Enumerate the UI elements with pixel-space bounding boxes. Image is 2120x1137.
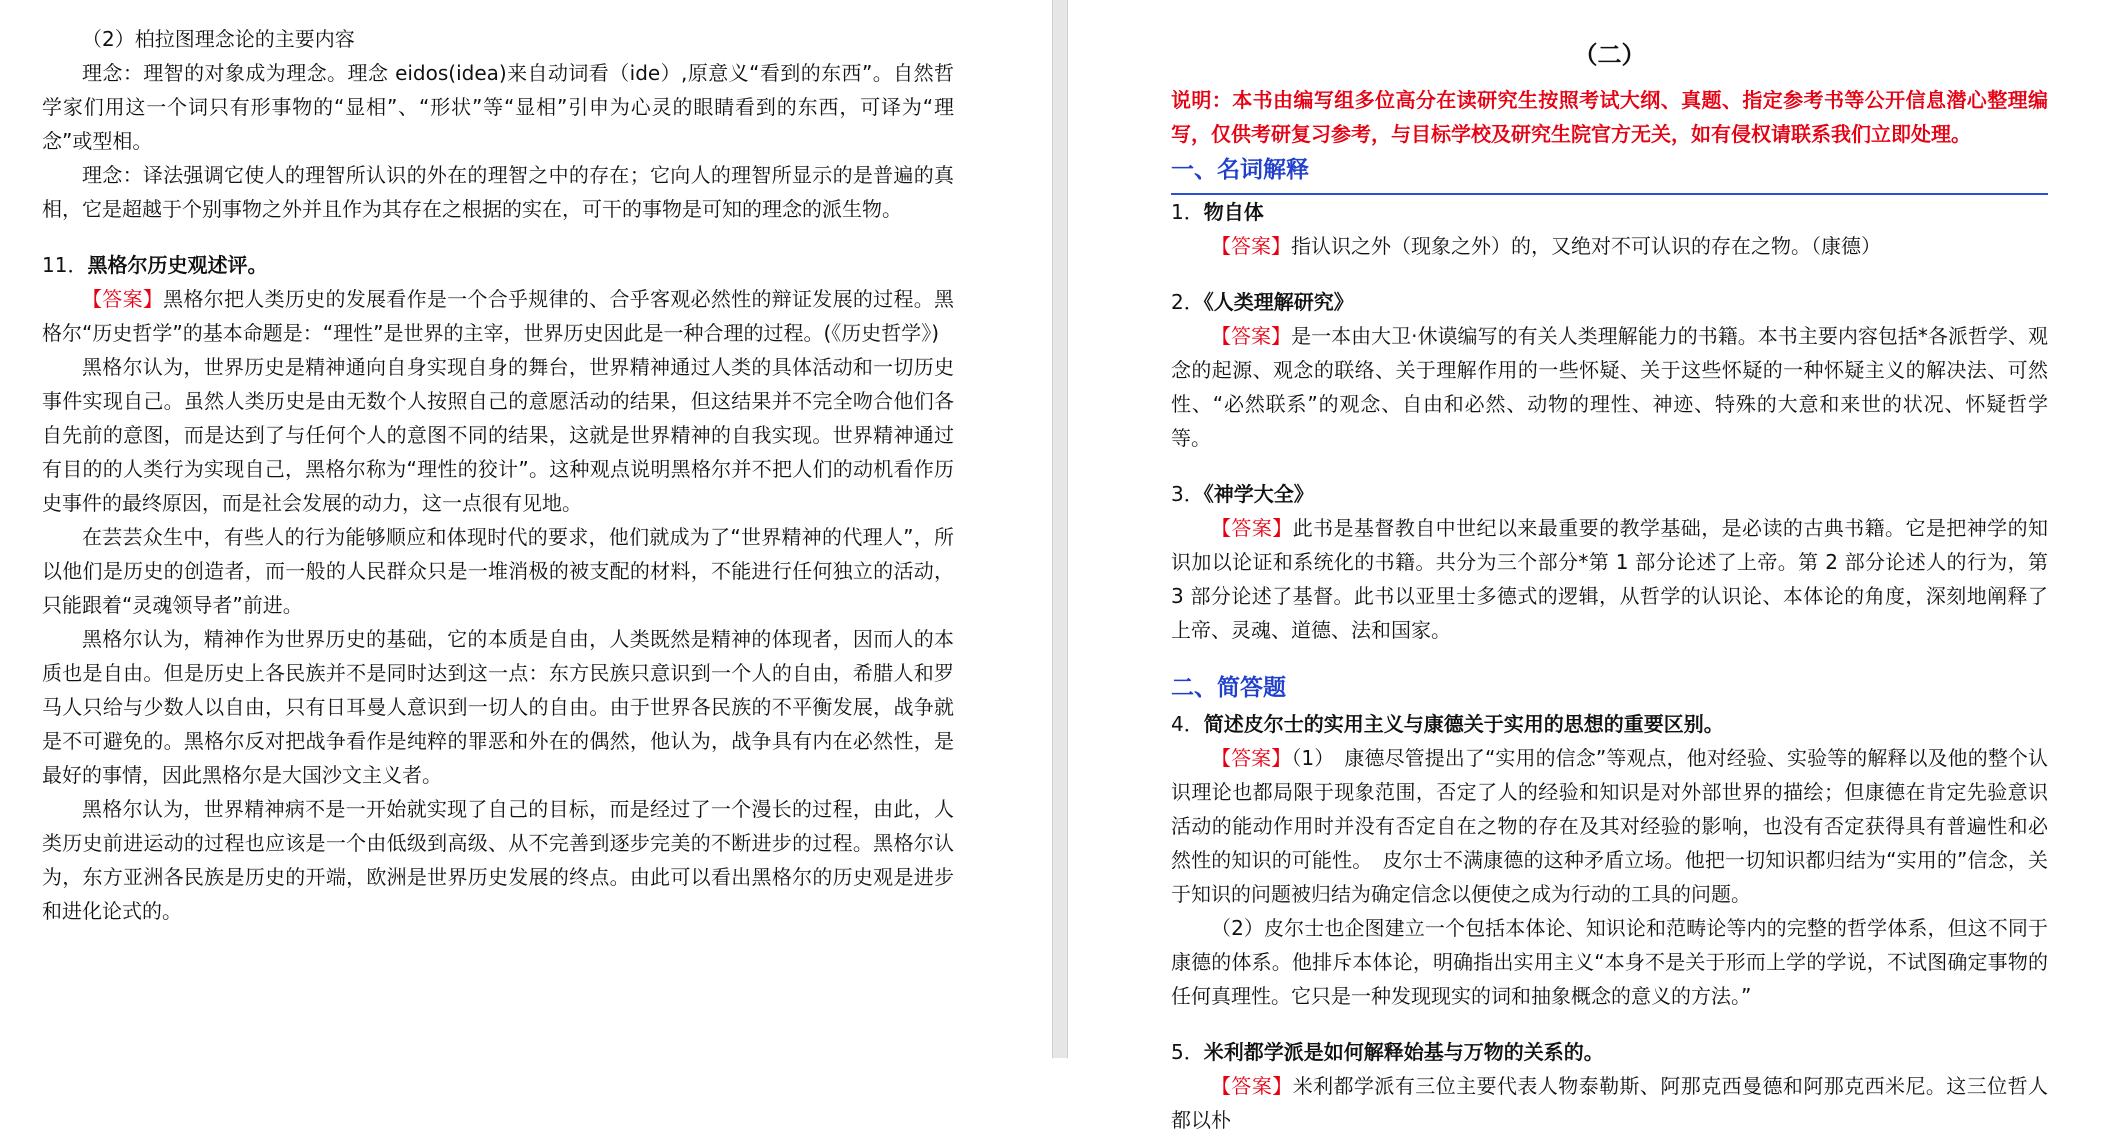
question-2-answer [1171, 319, 2048, 455]
question-5-answer [1171, 1069, 2048, 1137]
section-heading-short-answer: 二、简答题 [1171, 675, 1286, 701]
question-title: 米利都学派是如何解释始基与万物的关系的。 [1203, 1040, 1604, 1064]
question-title: 简述皮尔士的实用主义与康德关于实用的思想的重要区别。 [1203, 712, 1724, 736]
question-5-heading [1171, 1035, 2048, 1069]
answer-text: 米利都学派有三位主要代表人物泰勒斯、阿那克西曼德和阿那克西米尼。这三位哲人都以朴 [1171, 1074, 2049, 1132]
answer-tag: 【答案】 [1211, 324, 1292, 348]
answer-text: 是一本由大卫·休谟编写的有关人类理解能力的书籍。本书主要内容包括*各派哲学、观念的起源、观念的联络、关于理解作用的一些怀疑、关于这些怀疑的一种怀疑主义的解决法、可然性、“必然联系”的观念、自由和必然、动物的理性、神迹、特殊的大意和来世的状况、怀疑哲学等。 [1171, 324, 2048, 450]
question-number: 1． [1171, 200, 1204, 224]
question-3-heading [1171, 477, 2048, 511]
question-number: 11． [42, 253, 88, 277]
question-title: 物自体 [1203, 200, 1264, 224]
answer-text: （1） 康德尽管提出了“实用的信念”等观点，他对经验、实验等的解释以及他的整个认识理论也都局限于现象范围，否定了人的经验和知识是对外部世界的描绘；但康德在肯定先验意识活动的能动作用时并没有否定自在之物的存在及其对经验的影响，也没有否定获得具有普遍性和必然性的知识的可能性。 皮尔士不满康德的这种矛盾立场。他把一切知识都归结为“实用的”信念，关于知识的问题被归结为确定信念以便使之成为行动的工具的问题。 [1171, 746, 2049, 906]
question-4-paragraph-2: （2）皮尔士也企图建立一个包括本体论、知识论和范畴论等内的完整的哲学体系，但这不同于康德的体系。他排斥本体论，明确指出实用主义“本身不是关于形而上学的学说，不试图确定事物的任何真理性。它只是一种发现现实的词和抽象概念的意义的方法。” [1171, 916, 2048, 1008]
answer-text: 此书是基督教自中世纪以来最重要的教学基础，是必读的古典书籍。它是把神学的知识加以论证和系统化的书籍。共分为三个部分*第 1 部分论述了上帝。第 2 部分论述人的行为，第 3 部分论述了基督。此书以亚里士多德式的逻辑，从哲学的认识论、本体论的角度，深刻地阐释了上帝、灵魂、道德、法和国家。 [1171, 516, 2049, 642]
spacer [1171, 647, 2048, 669]
question-title: 黑格尔历史观述评。 [87, 253, 268, 277]
question-title: 《人类理解研究》 [1203, 290, 1354, 314]
paragraph-idea-translation: 理念：译法强调它使人的理智所认识的外在的理智之中的存在；它向人的理智所显示的是普遍的真相，它是超越于个别事物之外并且作为其存在之根据的实在，可干的事物是可知的理念的派生物。 [42, 163, 954, 221]
spacer [1171, 1013, 2048, 1035]
question-4-heading [1171, 707, 2048, 741]
question-number: 5． [1171, 1040, 1204, 1064]
left-page [0, 0, 1052, 1058]
answer-tag: 【答案】 [1211, 746, 1292, 770]
spacer [42, 226, 954, 248]
left-page-content [42, 22, 954, 928]
answer-text: 黑格尔把人类历史的发展看作是一个合乎规律的、合乎客观必然性的辩证发展的过程。黑格尔“历史哲学”的基本命题是：“理性”是世界的主宰，世界历史因此是一种合理的过程。(《历史哲学》) [42, 287, 955, 345]
question-4-answer [1171, 741, 2048, 911]
question-11-paragraph-5: 黑格尔认为，世界精神病不是一开始就实现了自己的目标，而是经过了一个漫长的过程，由此，人类历史前进运动的过程也应该是一个由低级到高级、从不完善到逐步完美的不断进步的过程。黑格尔认为，东方亚洲各民族是历史的开端，欧洲是世界历史发展的终点。由此可以看出黑格尔的历史观是进步和进化论式的。 [42, 797, 954, 923]
disclaimer-notice: 说明：本书由编写组多位高分在读研究生按照考试大纲、真题、指定参考书等公开信息潜心整理编写，仅供考研复习参考，与目标学校及研究生院官方无关，如有侵权请联系我们立即处理。 [1171, 88, 2048, 146]
question-11-paragraph-2: 黑格尔认为，世界历史是精神通向自身实现自身的舞台，世界精神通过人类的具体活动和一切历史事件实现自己。虽然人类历史是由无数个人按照自己的意愿活动的结果，但这结果并不完全吻合他们各自先前的意图，而是达到了与任何个人的意图不同的结果，这就是世界精神的自我实现。世界精神通过有目的的人类行为实现自己，黑格尔称为“理性的狡计”。这种观点说明黑格尔并不把人们的动机看作历史事件的最终原因，而是社会发展的动力，这一点很有见地。 [42, 355, 954, 515]
question-1-heading [1171, 195, 2048, 229]
question-2-heading [1171, 285, 2048, 319]
chapter-title: （二） [1573, 41, 1646, 69]
question-11-paragraph-4: 黑格尔认为，精神作为世界历史的基础，它的本质是自由，人类既然是精神的体现者，因而人的本质也是自由。但是历史上各民族并不是同时达到这一点：东方民族只意识到一个人的自由，希腊人和罗马人只给与少数人以自由，只有日耳曼人意识到一切人的自由。由于世界各民族的不平衡发展，战争就是不可避免的。黑格尔反对把战争看作是纯粹的罪恶和外在的偶然，他认为，战争具有内在必然性，是最好的事情，因此黑格尔是大国沙文主义者。 [42, 627, 954, 787]
answer-tag: 【答案】 [1211, 234, 1291, 258]
question-3-answer [1171, 511, 2048, 647]
answer-tag: 【答案】 [1211, 1074, 1293, 1098]
question-number: 2． [1171, 290, 1204, 314]
answer-tag: 【答案】 [82, 287, 164, 311]
answer-tag: 【答案】 [1211, 516, 1293, 540]
question-1-answer [1171, 229, 2048, 263]
paragraph-idea-definition: 理念：理智的对象成为理念。理念 eidos(idea)来自动词看（ide）,原意义“看到的东西”。自然哲学家们用这一个词只有形事物的“显相”、“形状”等“显相”引申为心灵的眼睛看到的东西，可译为“理念”或型相。 [42, 61, 954, 153]
question-number: 4． [1171, 712, 1204, 736]
question-11-answer [42, 282, 954, 350]
question-11-heading [42, 248, 954, 282]
question-11-paragraph-3: 在芸芸众生中，有些人的行为能够顺应和体现时代的要求，他们就成为了“世界精神的代理人”，所以他们是历史的创造者，而一般的人民群众只是一堆消极的被支配的材料，不能进行任何独立的活动，只能跟着“灵魂领导者”前进。 [42, 525, 954, 617]
sub-title: （2）柏拉图理念论的主要内容 [82, 27, 355, 51]
section-heading-terms: 一、名词解释 [1171, 157, 1309, 183]
page-gutter [1052, 0, 1068, 1058]
question-number: 3． [1171, 482, 1204, 506]
question-title: 《神学大全》 [1203, 482, 1314, 506]
right-page-content [1171, 35, 2048, 1137]
answer-text: 指认识之外（现象之外）的，又绝对不可认识的存在之物。（康德） [1291, 234, 1881, 258]
spacer [1171, 263, 2048, 285]
spacer [1171, 455, 2048, 477]
right-page [1068, 0, 2120, 1132]
